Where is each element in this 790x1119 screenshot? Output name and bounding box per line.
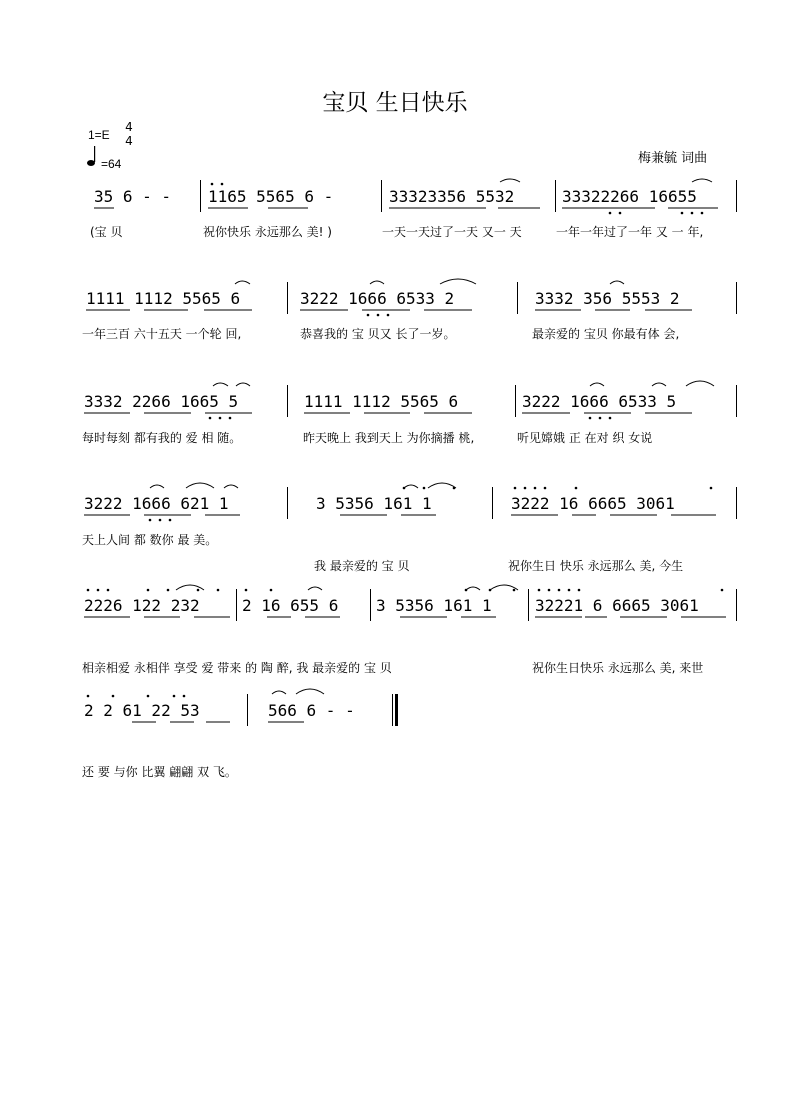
lyric-phrase: (宝 贝 bbox=[90, 225, 123, 239]
barline bbox=[287, 487, 288, 519]
measure: 2 2 61 22 53 bbox=[84, 701, 200, 720]
barline bbox=[736, 282, 737, 314]
measure: 32221 6 6665 3061 bbox=[535, 596, 699, 615]
lyric-phrase: 祝你快乐 永远那么 美! ) bbox=[203, 225, 332, 239]
barline bbox=[236, 589, 237, 621]
barline bbox=[555, 180, 556, 212]
measure: 3 5356 161 1 bbox=[376, 596, 492, 615]
time-signature-denominator: 4 bbox=[125, 134, 133, 148]
composer-credit: 梅兼毓 词曲 bbox=[638, 151, 708, 166]
barline bbox=[381, 180, 382, 212]
key-signature: 1=E bbox=[88, 128, 110, 142]
barline bbox=[287, 385, 288, 417]
measure: 1111 1112 5565 6 bbox=[86, 289, 241, 308]
lyric-phrase: 恭喜我的 宝 贝又 长了一岁。 bbox=[300, 327, 456, 341]
measure: 3332 2266 1665 5 bbox=[84, 392, 239, 411]
measure: 3222 16 6665 3061 bbox=[511, 494, 675, 513]
measure: 33323356 5532 bbox=[389, 187, 515, 206]
quarter-note-icon bbox=[86, 145, 98, 167]
barline bbox=[528, 589, 529, 621]
measure: 3222 1666 6533 5 bbox=[522, 392, 677, 411]
measure: 2226 122 232 bbox=[84, 596, 200, 615]
measure: 3 5356 161 1 bbox=[316, 494, 432, 513]
barline bbox=[200, 180, 201, 212]
barline bbox=[736, 385, 737, 417]
notation-line-3 bbox=[0, 391, 790, 413]
barline bbox=[515, 385, 516, 417]
final-barline-thin bbox=[392, 694, 393, 726]
time-signature bbox=[122, 120, 136, 148]
time-signature-numerator: 4 bbox=[125, 120, 133, 134]
lyric-phrase: 天上人间 都 数你 最 美。 bbox=[82, 533, 218, 547]
lyric-phrase: 祝你生日 快乐 永远那么 美, 今生 bbox=[508, 559, 684, 573]
lyric-phrase: 每时每刻 都有我的 爱 相 随。 bbox=[82, 431, 242, 445]
tempo-marking: =64 bbox=[101, 157, 122, 171]
notation-line-1 bbox=[0, 186, 790, 208]
barline bbox=[247, 694, 248, 726]
barline bbox=[736, 180, 737, 212]
lyric-phrase: 一天一天过了一天 又一 天 bbox=[382, 225, 522, 239]
barline bbox=[492, 487, 493, 519]
barline bbox=[517, 282, 518, 314]
measure: 1165 5565 6 - bbox=[208, 187, 334, 206]
song-title: 宝贝 生日快乐 bbox=[322, 90, 468, 116]
notation-line-2 bbox=[0, 288, 790, 310]
measure: 566 6 - - bbox=[268, 701, 355, 720]
lyric-phrase: 我 最亲爱的 宝 贝 bbox=[314, 559, 410, 573]
lyric-phrase: 一年一年过了一年 又 一 年, bbox=[556, 225, 704, 239]
measure: 1111 1112 5565 6 bbox=[304, 392, 459, 411]
lyric-phrase: 相亲相爱 永相伴 享受 爱 带来 的 陶 醉, 我 最亲爱的 宝 贝 bbox=[82, 661, 392, 675]
lyric-phrase: 祝你生日快乐 永远那么 美, 来世 bbox=[532, 661, 704, 675]
final-barline-thick bbox=[395, 694, 398, 726]
measure: 3222 1666 621 1 bbox=[84, 494, 229, 513]
barline bbox=[736, 487, 737, 519]
lyric-phrase: 昨天晚上 我到天上 为你摘播 桃, bbox=[303, 431, 475, 445]
barline bbox=[736, 589, 737, 621]
barline bbox=[287, 282, 288, 314]
measure: 3332 356 5553 2 bbox=[535, 289, 680, 308]
notation-line-5 bbox=[0, 595, 790, 617]
measure: 3222 1666 6533 2 bbox=[300, 289, 455, 308]
measure: 33322266 16655 bbox=[562, 187, 697, 206]
lyric-phrase: 还 要 与你 比翼 翩翩 双 飞。 bbox=[82, 765, 237, 779]
barline bbox=[370, 589, 371, 621]
notation-line-4 bbox=[0, 493, 790, 515]
lyric-phrase: 最亲爱的 宝贝 你最有体 会, bbox=[532, 327, 680, 341]
lyric-phrase: 听见嫦娥 正 在对 织 女说 bbox=[517, 431, 653, 445]
lyric-phrase: 一年三百 六十五天 一个轮 回, bbox=[82, 327, 242, 341]
measure: 2 16 655 6 bbox=[242, 596, 339, 615]
measure: 35 6 - - bbox=[94, 187, 172, 206]
